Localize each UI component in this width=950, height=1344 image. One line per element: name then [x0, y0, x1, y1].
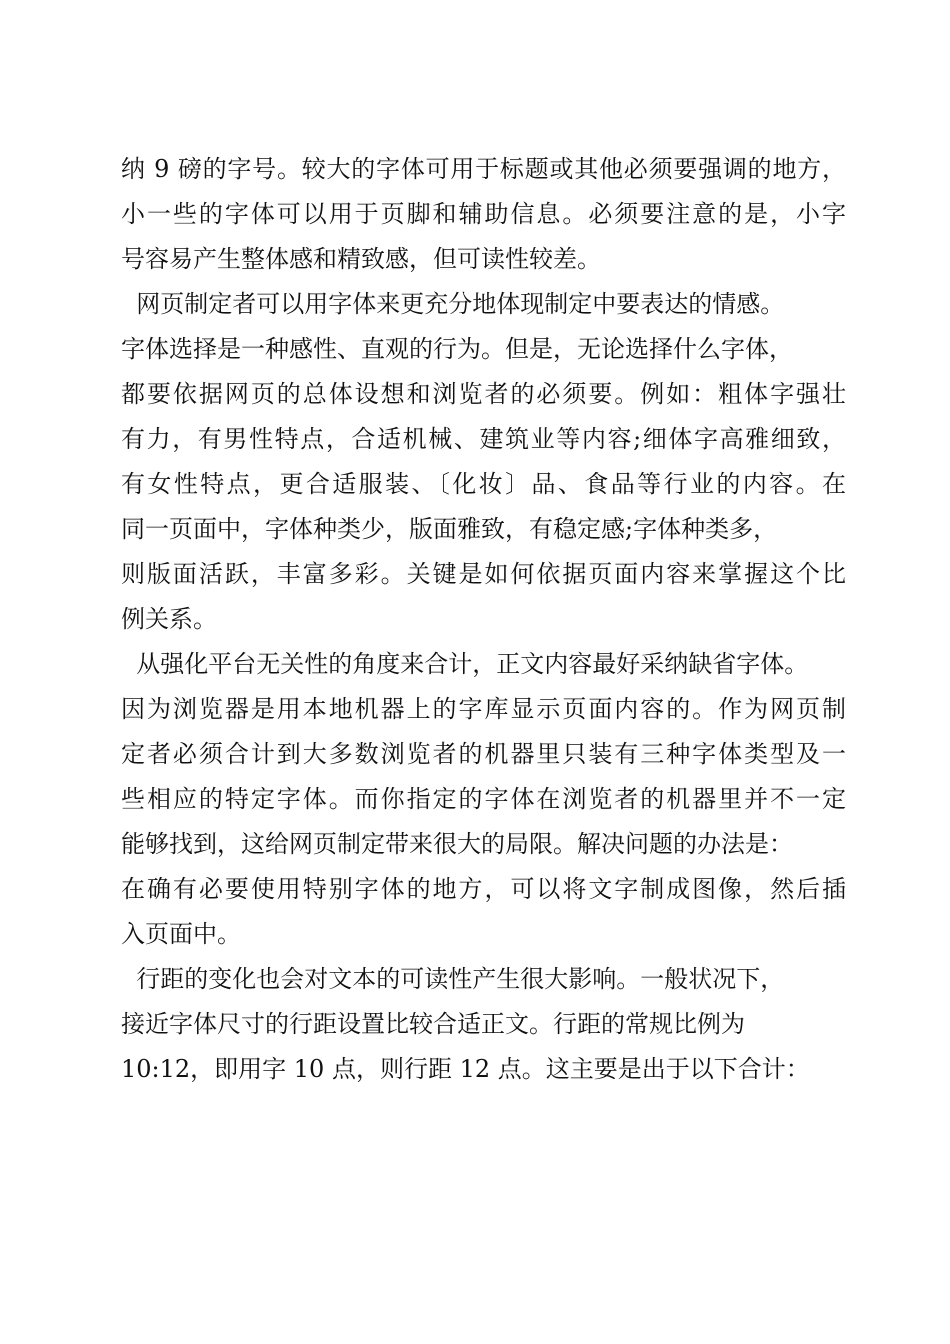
document-body — [121, 147, 846, 1092]
paragraph-2-line-1: 网页制定者可以用字体来更充分地体现制定中要表达的情感。 — [121, 290, 785, 318]
paragraph-4-line-1: 行距的变化也会对文本的可读性产生很大影响。一般状况下， — [121, 965, 785, 993]
paragraph-2-line-5: 有女性特点，更合适服装、〔化妆〕品、食品等行业的内容。在 — [121, 470, 846, 498]
paragraph-3-line-1: 从强化平台无关性的角度来合计，正文内容最好采纳缺省字体。 — [121, 650, 809, 678]
paragraph-4-line-2: 接近字体尺寸的行距设置比较合适正文。行距的常规比例为 — [121, 1010, 745, 1038]
paragraph-2-line-3: 都要依据网页的总体设想和浏览者的必须要。例如：粗体字强壮 — [121, 380, 846, 408]
paragraph-3-line-2: 因为浏览器是用本地机器上的字库显示页面内容的。作为网页制 — [121, 695, 846, 723]
paragraph-2-line-8: 例关系。 — [121, 605, 217, 633]
paragraph-2-line-2: 字体选择是一种感性、直观的行为。但是，无论选择什么字体， — [121, 335, 793, 363]
paragraph-3-line-3: 定者必须合计到大多数浏览者的机器里只装有三种字体类型及一 — [121, 740, 846, 768]
paragraph-2-line-6: 同一页面中，字体种类少，版面雅致，有稳定感;字体种类多， — [121, 515, 778, 543]
paragraph-3-line-7: 入页面中。 — [121, 920, 241, 948]
paragraph-3-line-4: 些相应的特定字体。而你指定的字体在浏览者的机器里并不一定 — [121, 785, 846, 813]
paragraph-2-line-7: 则版面活跃，丰富多彩。关键是如何依据页面内容来掌握这个比 — [121, 560, 846, 588]
paragraph-3-line-6: 在确有必要使用特别字体的地方，可以将文字制成图像，然后插 — [121, 875, 846, 903]
paragraph-1-line-1: 纳 9 磅的字号。较大的字体可用于标题或其他必须要强调的地方， — [121, 155, 846, 183]
paragraph-1-line-2: 小一些的字体可以用于页脚和辅助信息。必须要注意的是，小字 — [121, 200, 846, 228]
paragraph-4-line-3: 10:12，即用字 10 点，则行距 12 点。这主要是出于以下合计： — [121, 1055, 810, 1083]
paragraph-2-line-4: 有力，有男性特点，合适机械、建筑业等内容;细体字高雅细致， — [121, 425, 846, 453]
paragraph-1-line-3: 号容易产生整体感和精致感，但可读性较差。 — [121, 245, 601, 273]
paragraph-3-line-5: 能够找到，这给网页制定带来很大的局限。解决问题的办法是： — [121, 830, 793, 858]
